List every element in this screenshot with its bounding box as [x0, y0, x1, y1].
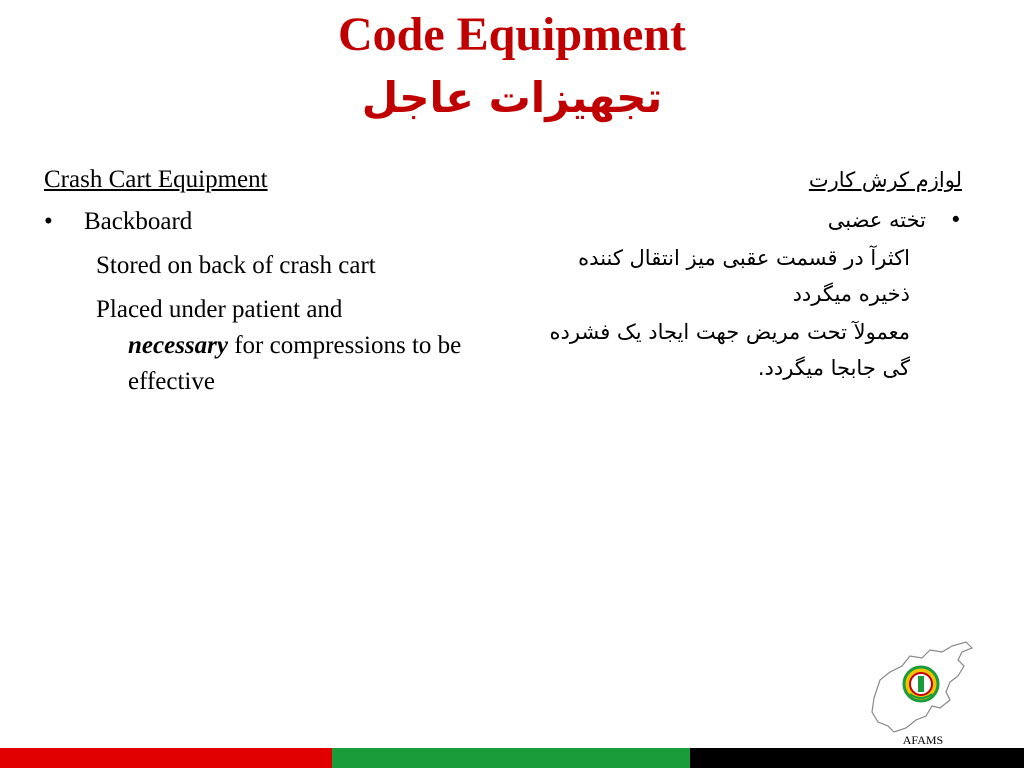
english-bullet [44, 204, 474, 240]
farsi-bullet-text: تخته عضبی [827, 208, 926, 232]
footer-bar-red [0, 748, 332, 768]
farsi-column [522, 162, 962, 386]
english-subline-1: Stored on back of crash cart [96, 252, 376, 279]
organization-label: AFAMS [902, 733, 944, 747]
bullet-text: Backboard [84, 208, 193, 235]
subline-2-part-b: for compressions to be effective [128, 332, 462, 395]
english-column [44, 162, 474, 400]
bullet-dot-icon: • [949, 208, 962, 232]
subline-2-emphasis: necessary [128, 332, 228, 359]
english-subline-2 [96, 292, 474, 400]
footer-bar-black [690, 748, 1024, 768]
farsi-subline-1: اکثرآ در قسمت عقبی میز انتقال کننده ذخیره میگردد [578, 246, 910, 306]
footer-bar-green [332, 748, 690, 768]
farsi-heading: لوازم کرش کارت [808, 168, 962, 192]
farsi-subline-2: معمولآ تحت مریض جهت ایجاد یک فشرده گی جابجا میگردد. [549, 320, 910, 380]
english-heading: Crash Cart Equipment [44, 166, 268, 193]
slide-title: Code Equipment [337, 8, 687, 61]
slide-title-farsi: تجهیزات عاجل [361, 73, 663, 122]
afghanistan-map-logo-icon [866, 636, 976, 736]
subline-2-part-a: Placed under patient and [96, 296, 343, 323]
farsi-bullet [522, 202, 962, 238]
bullet-dot-icon: • [44, 208, 53, 235]
